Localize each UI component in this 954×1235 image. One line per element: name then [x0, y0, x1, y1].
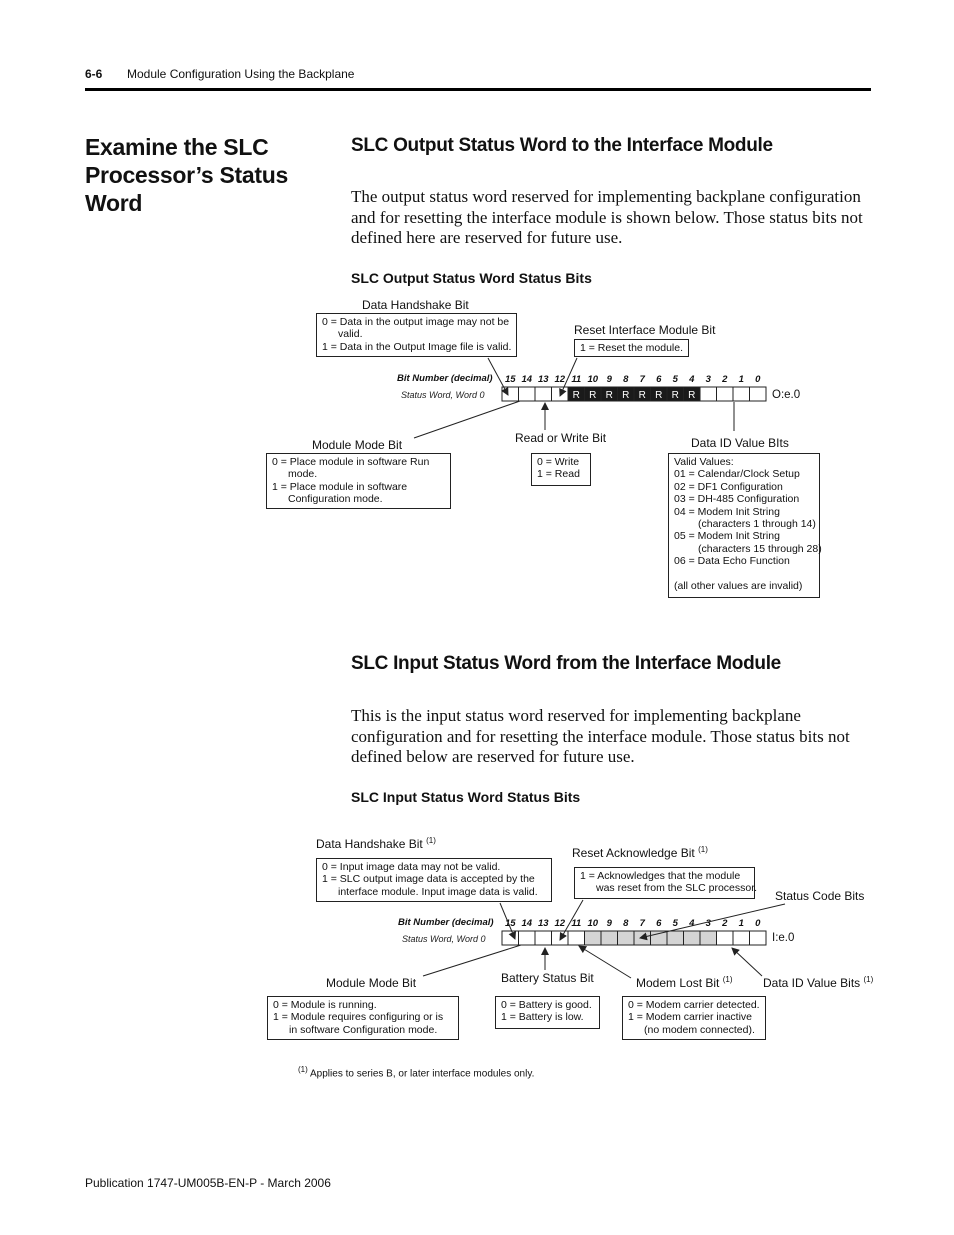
input-figure-title: SLC Input Status Word Status Bits — [351, 789, 581, 805]
in-ra-line1: 1 = Acknowledges that the module — [580, 870, 741, 882]
in-leader-modem-lost — [579, 946, 631, 978]
out-bit-cell-2 — [717, 387, 734, 401]
in-data-id-label: Data ID Value Bits $^{(1)}$ — [763, 975, 874, 990]
out-did-line: (all other values are invalid) — [674, 579, 803, 592]
in-bit-number-15: 15 — [504, 918, 516, 929]
in-dh-line1: 0 = Input image data may not be valid. — [322, 861, 501, 873]
out-reserved-mark-9: R — [605, 390, 613, 401]
out-mm-line1: 0 = Place module in software Run — [272, 456, 430, 468]
section-title-line1: Examine the SLC — [85, 134, 269, 160]
in-bit-cell-14 — [519, 931, 536, 945]
in-bit-number-2: 2 — [722, 918, 728, 929]
in-bit-number-13: 13 — [537, 918, 549, 929]
in-bit-number-7: 7 — [639, 918, 645, 929]
footnote-marker: (1) — [698, 845, 708, 854]
in-bit-numbers — [505, 918, 761, 929]
out-bit-cell-13 — [535, 387, 552, 401]
out-bit-numbers — [505, 374, 761, 385]
in-bit-cell-12 — [552, 931, 569, 945]
in-bit-cell-11 — [568, 931, 585, 945]
out-mm-line1b: mode. — [288, 468, 318, 481]
in-leader-data-id — [732, 948, 762, 976]
out-bit-number-15: 15 — [504, 374, 516, 385]
in-bit-cell-13 — [535, 931, 552, 945]
footnote-marker: (1) — [722, 975, 733, 984]
in-bit-number-4: 4 — [689, 918, 695, 929]
in-bit-number-10: 10 — [587, 918, 599, 929]
out-data-handshake-label: Data Handshake Bit — [362, 298, 469, 312]
footnote-marker: (1) — [863, 975, 874, 984]
out-did-line: (characters 1 through 14) — [698, 518, 816, 531]
out-dh-line1b: valid. — [338, 328, 363, 341]
page-number: 6-6 — [85, 67, 103, 81]
out-did-line: (characters 15 through 28) — [698, 542, 822, 555]
in-ml-line1: 0 = Modem carrier detected. — [628, 999, 760, 1011]
in-bit-cell-0 — [750, 931, 767, 945]
in-bit-cell-10 — [585, 931, 602, 945]
footnote-marker: (1) — [298, 1065, 308, 1074]
out-did-line: Valid Values: — [674, 456, 734, 468]
in-mm-line2b: in software Configuration mode. — [289, 1023, 438, 1036]
out-bit-number-13: 13 — [537, 374, 549, 385]
output-paragraph: The output status word reserved for implementing backplane configuration and for resetting the interface module is shown below. Those status bits not defined here are reserved for future use. — [351, 187, 863, 247]
out-dh-line1: 0 = Data in the output image may not be — [322, 316, 510, 328]
out-bit-number-label: Bit Number (decimal) — [397, 373, 493, 384]
output-heading: SLC Output Status Word to the Interface Module — [351, 135, 773, 156]
in-bit-number-label: Bit Number (decimal) — [398, 917, 494, 928]
footnote-marker: (1) — [426, 836, 436, 845]
in-battery-label: Battery Status Bit — [501, 971, 594, 985]
in-bit-number-5: 5 — [672, 918, 678, 929]
in-mm-line2: 1 = Module requires configuring or is — [273, 1011, 444, 1024]
out-bit-number-10: 10 — [587, 374, 599, 385]
in-status-word-label: Status Word, Word 0 — [402, 934, 486, 944]
out-bit-number-4: 4 — [689, 374, 695, 385]
out-bit-cell-1 — [733, 387, 750, 401]
in-bit-cell-3 — [700, 931, 717, 945]
out-bit-number-0: 0 — [755, 374, 761, 385]
in-data-handshake-label: Data Handshake Bit $^{(1)}$ — [316, 836, 436, 851]
in-bit-cell-15 — [502, 931, 519, 945]
out-did-line: 04 = Modem Init String — [674, 505, 780, 518]
out-read-write-label: Read or Write Bit — [515, 431, 607, 445]
out-reserved-mark-7: R — [638, 390, 646, 401]
footnote-text: Applies to series B, or later interface modules only. — [310, 1068, 535, 1080]
in-bit-cell-4 — [684, 931, 701, 945]
out-bit-number-8: 8 — [623, 374, 629, 385]
out-reserved-mark-8: R — [622, 390, 630, 401]
out-leader-module-mode — [414, 401, 520, 438]
output-figure-title: SLC Output Status Word Status Bits — [351, 270, 592, 286]
in-modem-lost-label: Modem Lost Bit $^{(1)}$ — [636, 975, 733, 990]
in-bit-cells — [502, 931, 766, 945]
out-reserved-mark-10: R — [589, 390, 597, 401]
publication-footer: Publication 1747-UM005B-EN-P - March 2006 — [85, 1176, 331, 1190]
in-reset-ack-label: Reset Acknowledge Bit $^{(1)}$ — [572, 845, 708, 860]
in-bit-cell-7 — [634, 931, 651, 945]
in-ra-line1b: was reset from the SLC processor. — [596, 882, 758, 895]
out-bit-number-1: 1 — [738, 374, 744, 385]
out-bit-cell-0 — [750, 387, 767, 401]
in-bit-number-14: 14 — [521, 918, 533, 929]
input-paragraph: This is the input status word reserved for implementing backplane configuration and for resetting the interface module. Those status bits not defined below are reserved for future use. — [351, 706, 850, 766]
in-ml-line2: 1 = Modem carrier inactive — [628, 1011, 753, 1024]
chapter-title: Module Configuration Using the Backplane — [127, 67, 355, 81]
out-data-id-label: Data ID Value BIts — [691, 436, 789, 450]
out-status-word-label: Status Word, Word 0 — [401, 390, 485, 400]
out-bit-number-3: 3 — [705, 374, 711, 385]
in-bat-line2: 1 = Battery is low. — [501, 1011, 584, 1024]
out-bit-number-5: 5 — [672, 374, 678, 385]
out-bit-cell-14 — [519, 387, 536, 401]
out-bit-number-7: 7 — [639, 374, 645, 385]
in-address: I:e.0 — [772, 932, 795, 944]
out-dh-line2: 1 = Data in the Output Image file is valid. — [322, 340, 512, 353]
out-mm-line2b: Configuration mode. — [288, 493, 383, 506]
out-mm-line2: 1 = Place module in software — [272, 480, 408, 493]
in-bit-cell-5 — [667, 931, 684, 945]
out-did-line: 02 = DF1 Configuration — [674, 480, 783, 493]
in-bit-cell-1 — [733, 931, 750, 945]
out-bit-number-11: 11 — [571, 374, 582, 385]
in-bit-number-3: 3 — [705, 918, 711, 929]
section-title-line2: Processor’s Status Word — [85, 162, 288, 216]
in-bit-cell-9 — [601, 931, 618, 945]
in-bit-number-8: 8 — [623, 918, 629, 929]
out-bit-cell-3 — [700, 387, 717, 401]
out-did-line: 06 = Data Echo Function — [674, 555, 790, 568]
out-reserved-mark-11: R — [572, 390, 580, 401]
out-reserved-mark-4: R — [688, 390, 696, 401]
out-bit-number-14: 14 — [521, 374, 533, 385]
out-address: O:e.0 — [772, 389, 801, 401]
out-bit-number-2: 2 — [722, 374, 728, 385]
in-bit-number-9: 9 — [606, 918, 612, 929]
out-bit-number-12: 12 — [554, 374, 566, 385]
out-bit-cell-12 — [552, 387, 569, 401]
out-reset-label: Reset Interface Module Bit — [574, 323, 716, 337]
out-bit-number-9: 9 — [606, 374, 612, 385]
out-did-line: 03 = DH-485 Configuration — [674, 493, 800, 506]
in-module-mode-label: Module Mode Bit — [326, 976, 417, 990]
out-reserved-mark-6: R — [655, 390, 663, 401]
out-module-mode-label: Module Mode Bit — [312, 438, 403, 452]
in-bit-number-6: 6 — [656, 918, 662, 929]
in-ml-line2b: (no modem connected). — [644, 1023, 755, 1036]
in-mm-line1: 0 = Module is running. — [273, 999, 377, 1011]
in-bat-line1: 0 = Battery is good. — [501, 999, 592, 1011]
out-bit-cells — [502, 387, 766, 401]
in-dh-line2: 1 = SLC output image data is accepted by the — [322, 873, 535, 886]
out-rw-line2: 1 = Read — [537, 468, 580, 481]
in-bit-number-12: 12 — [554, 918, 566, 929]
in-bit-cell-8 — [618, 931, 635, 945]
in-bit-cell-2 — [717, 931, 734, 945]
in-status-code-label: Status Code Bits — [775, 889, 865, 903]
out-bit-number-6: 6 — [656, 374, 662, 385]
in-bit-number-1: 1 — [738, 918, 744, 929]
in-bit-number-0: 0 — [755, 918, 761, 929]
in-leader-module-mode — [423, 945, 521, 976]
out-did-line: 01 = Calendar/Clock Setup — [674, 468, 800, 481]
out-reset-line1: 1 = Reset the module. — [580, 342, 684, 354]
input-heading: SLC Input Status Word from the Interface Module — [351, 653, 781, 674]
in-bit-number-11: 11 — [571, 918, 582, 929]
out-rw-line1: 0 = Write — [537, 456, 580, 468]
out-reserved-mark-5: R — [671, 390, 679, 401]
in-dh-line2b: interface module. Input image data is valid. — [338, 885, 538, 898]
out-did-line: 05 = Modem Init String — [674, 530, 780, 543]
